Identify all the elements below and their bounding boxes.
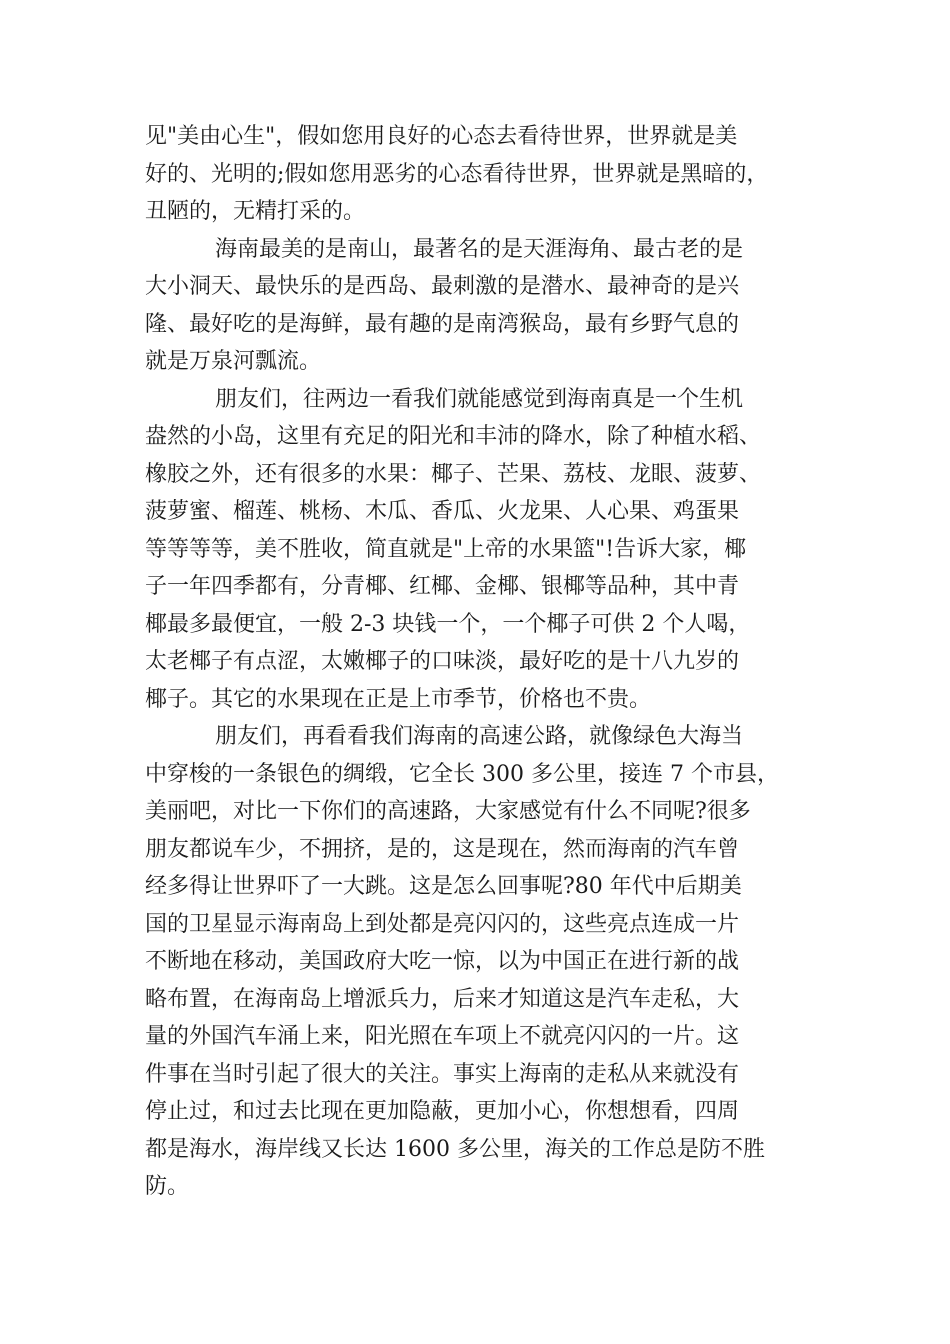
text-line: 盎然的小岛，这里有充足的阳光和丰沛的降水，除了种植水稻、 [145,424,762,449]
text-line: 国的卫星显示海南岛上到处都是亮闪闪的，这些亮点连成一片 [145,911,740,937]
text-line: 停止过，和过去比现在更加隐蔽，更加小心，你想想看，四周 [145,1099,740,1124]
text-line: 件事在当时引起了很大的关注。事实上海南的走私从来就没有 [145,1061,740,1087]
text-line: 不断地在移动，美国政府大吃一惊，以为中国正在进行新的战 [145,949,740,974]
paragraph-hainan-highlights [145,231,825,381]
text-line: 太老椰子有点涩，太嫩椰子的口味淡，最好吃的是十八九岁的 [145,649,740,674]
text-line: 菠萝蜜、榴莲、桃杨、木瓜、香瓜、火龙果、人心果、鸡蛋果 [145,499,740,524]
text-line: 量的外国汽车涌上来，阳光照在车项上不就亮闪闪的一片。这 [145,1024,740,1049]
text-line: 海南最美的是南山，最著名的是天涯海角、最古老的是 [215,236,744,262]
document-body [145,118,825,1206]
text-line: 都是海水，海岸线又长达 1600 多公里，海关的工作总是防不胜 [145,1136,765,1162]
text-line: 椰最多最便宜，一般 2-3 块钱一个，一个椰子可供 2 个人喝， [145,611,751,637]
text-line: 好的、光明的;假如您用恶劣的心态看待世界，世界就是黑暗的， [145,161,769,187]
text-line: 子一年四季都有，分青椰、红椰、金椰、银椰等品种，其中青 [145,574,740,599]
paragraph-beauty-from-heart [145,118,825,231]
text-line: 见"美由心生"，假如您用良好的心态去看待世界，世界就是美 [145,124,738,149]
text-line: 中穿梭的一条银色的绸缎，它全长 300 多公里，接连 7 个市县， [145,761,779,787]
text-line: 防。 [145,1174,190,1199]
text-line: 美丽吧，对比一下你们的高速路，大家感觉有什么不同呢?很多 [145,799,751,824]
text-line: 朋友们，往两边一看我们就能感觉到海南真是一个生机 [215,386,744,412]
text-line: 略布置，在海南岛上增派兵力，后来才知道这是汽车走私，大 [145,986,740,1012]
text-line: 橡胶之外，还有很多的水果：椰子、芒果、荔枝、龙眼、菠萝、 [145,461,762,487]
paragraph-tropical-fruits [145,381,825,719]
text-line: 朋友都说车少，不拥挤，是的，这是现在，然而海南的汽车曾 [145,836,740,862]
text-line: 丑陋的，无精打采的。 [145,199,366,224]
text-line: 大小洞天、最快乐的是西岛、最刺激的是潜水、最神奇的是兴 [145,274,740,299]
text-line: 隆、最好吃的是海鲜，最有趣的是南湾猴岛，最有乡野气息的 [145,311,740,337]
paragraph-expressway-smuggling [145,718,825,1206]
text-line: 椰子。其它的水果现在正是上市季节，价格也不贵。 [145,686,652,712]
text-line: 朋友们，再看看我们海南的高速公路，就像绿色大海当 [215,724,744,749]
text-line: 就是万泉河瓢流。 [145,349,322,374]
text-line: 经多得让世界吓了一大跳。这是怎么回事呢?80 年代中后期美 [145,874,742,899]
text-line: 等等等等，美不胜收，简直就是"上帝的水果篮"!告诉大家，椰 [145,536,747,562]
